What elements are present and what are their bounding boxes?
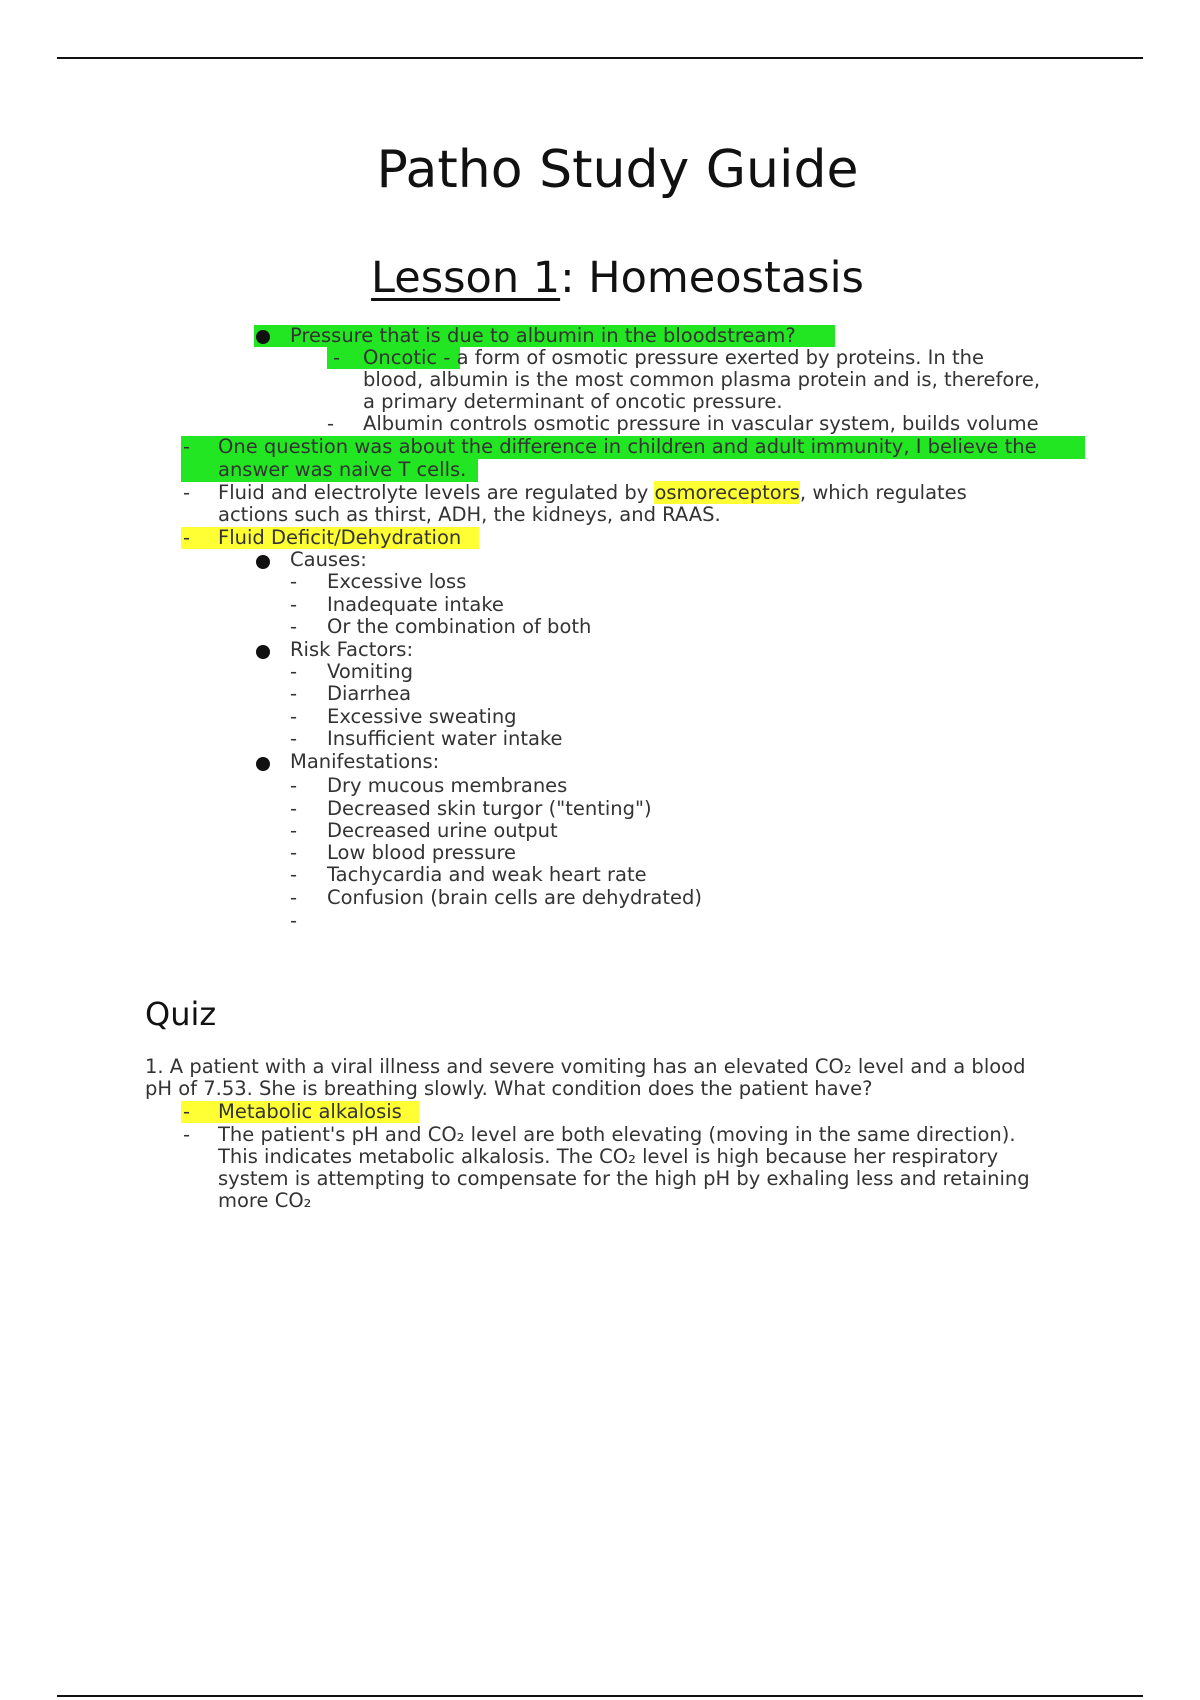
explain-line-3: system is attempting to compensate for the high pH by exhaling less and retaining (218, 1167, 1030, 1190)
deficit-heading: Fluid Deficit/Dehydration (218, 526, 462, 549)
list-item: Diarrhea (327, 682, 412, 705)
oncotic-line-2: blood, albumin is the most common plasma protein and is, therefore, (363, 368, 1041, 391)
dash-marker: - (183, 1123, 191, 1146)
bullet-icon (256, 757, 270, 771)
fluid-line-1 (218, 482, 967, 504)
osmoreceptors-highlight: osmoreceptors (654, 481, 800, 504)
oncotic-line-3: a primary determinant of oncotic pressure. (363, 390, 783, 413)
dash-marker: - (290, 886, 298, 909)
list-item: Tachycardia and weak heart rate (327, 863, 647, 886)
list-item: Vomiting (327, 660, 413, 683)
header-rule (57, 57, 1143, 59)
quiz-answer: Metabolic alkalosis (218, 1100, 402, 1123)
dash-marker: - (290, 705, 298, 728)
lesson-number: Lesson 1 (371, 253, 561, 303)
causes-label: Causes: (290, 548, 367, 571)
fluid-text-end: , which regulates (799, 481, 967, 504)
list-item: Excessive loss (327, 570, 467, 593)
document-title: Patho Study Guide (376, 140, 859, 200)
dash-marker: - (183, 435, 191, 458)
dash-marker: - (290, 615, 298, 638)
dash-marker: - (327, 412, 335, 435)
dash-marker: - (290, 797, 298, 820)
dash-marker: - (290, 727, 298, 750)
footer-rule (57, 1695, 1143, 1697)
quiz-heading: Quiz (145, 995, 217, 1033)
bullet-icon (256, 330, 270, 344)
risk-label: Risk Factors: (290, 638, 414, 661)
list-item: Or the combination of both (327, 615, 592, 638)
explain-line-2: This indicates metabolic alkalosis. The CO₂ level is high because her respiratory (218, 1145, 999, 1168)
list-item: Dry mucous membranes (327, 774, 568, 797)
bullet-icon (256, 555, 270, 569)
dash-marker: - (290, 819, 298, 842)
explain-line-4: more CO₂ (218, 1189, 312, 1212)
lesson-heading (0, 253, 1200, 303)
list-item: Low blood pressure (327, 841, 517, 864)
list-item: Insufficient water intake (327, 727, 563, 750)
oncotic-line-1 (363, 347, 984, 369)
dash-marker: - (183, 526, 191, 549)
dash-marker: - (290, 682, 298, 705)
list-item: Excessive sweating (327, 705, 517, 728)
lesson-topic: : Homeostasis (560, 253, 864, 303)
bullet-icon (256, 645, 270, 659)
list-item: Decreased urine output (327, 819, 558, 842)
dash-marker: - (290, 774, 298, 797)
albumin-question: Pressure that is due to albumin in the bloodstream? (290, 324, 796, 347)
list-item: Confusion (brain cells are dehydrated) (327, 886, 703, 909)
immunity-line-2: answer was naive T cells. (218, 458, 467, 481)
albumin-note: Albumin controls osmotic pressure in vascular system, builds volume (363, 412, 1039, 435)
fluid-line-2: actions such as thirst, ADH, the kidneys, and RAAS. (218, 503, 721, 526)
dash-marker: - (333, 346, 341, 369)
immunity-line-1: One question was about the difference in children and adult immunity, I believe the (218, 435, 1037, 458)
explain-line-1: The patient's pH and CO₂ level are both elevating (moving in the same direction). (218, 1123, 1016, 1146)
dash-marker: - (290, 660, 298, 683)
dash-marker: - (290, 863, 298, 886)
quiz-question-line-1: 1. A patient with a viral illness and severe vomiting has an elevated CO₂ level and a blood (145, 1055, 1026, 1078)
list-item: Inadequate intake (327, 593, 504, 616)
dash-marker: - (290, 570, 298, 593)
manifest-label: Manifestations: (290, 750, 440, 773)
dash-marker: - (290, 593, 298, 616)
dash-marker: - (290, 909, 298, 932)
quiz-question-line-2: pH of 7.53. She is breathing slowly. What condition does the patient have? (145, 1077, 873, 1100)
fluid-text: Fluid and electrolyte levels are regulated by (218, 481, 655, 504)
list-item: Decreased skin turgor ("tenting") (327, 797, 652, 820)
dash-marker: - (290, 841, 298, 864)
dash-marker: - (183, 481, 191, 504)
dash-marker: - (183, 1100, 191, 1123)
oncotic-definition: a form of osmotic pressure exerted by proteins. In the (450, 346, 984, 369)
oncotic-term: Oncotic - (363, 346, 451, 369)
